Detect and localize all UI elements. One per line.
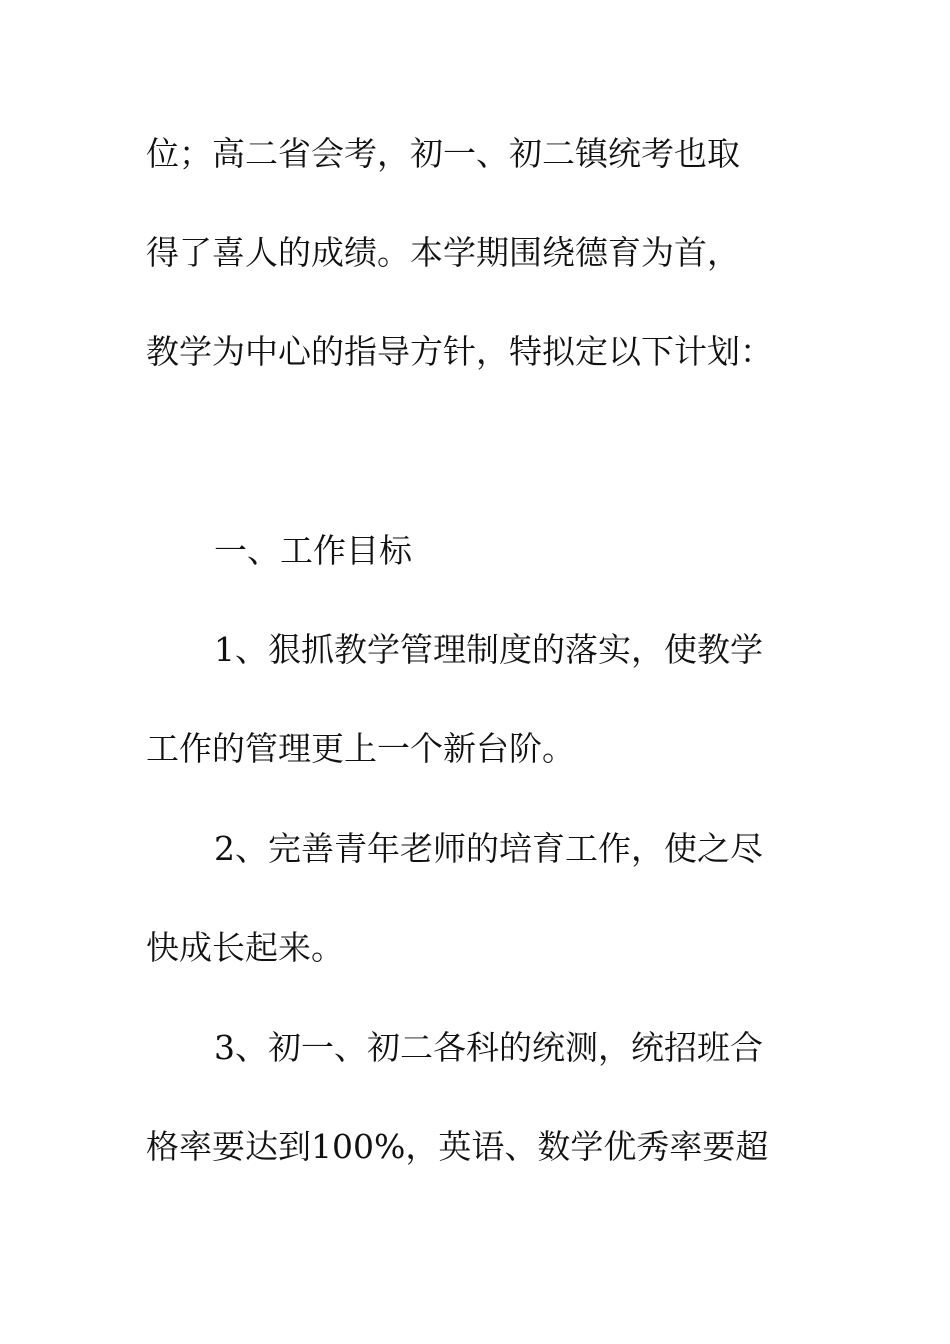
list-item-3-line-1: 3、初一、初二各科的统测，统招班合 — [214, 1028, 763, 1067]
paragraph-line-2: 得了喜人的成绩。本学期围绕德育为首， — [146, 233, 740, 272]
list-item-1-line-2: 工作的管理更上一个新台阶。 — [146, 729, 575, 768]
paragraph-line-3: 教学为中心的指导方针，特拟定以下计划： — [146, 332, 773, 371]
list-item-3-line-2: 格率要达到100%，英语、数学优秀率要超 — [146, 1127, 769, 1166]
section-heading: 一、工作目标 — [214, 531, 412, 570]
list-item-1-line-1: 1、狠抓教学管理制度的落实，使教学 — [214, 630, 763, 669]
paragraph-line-1: 位；高二省会考，初一、初二镇统考也取 — [146, 134, 740, 173]
list-item-2-line-1: 2、完善青年老师的培育工作，使之尽 — [214, 829, 763, 868]
list-item-2-line-2: 快成长起来。 — [146, 928, 344, 967]
